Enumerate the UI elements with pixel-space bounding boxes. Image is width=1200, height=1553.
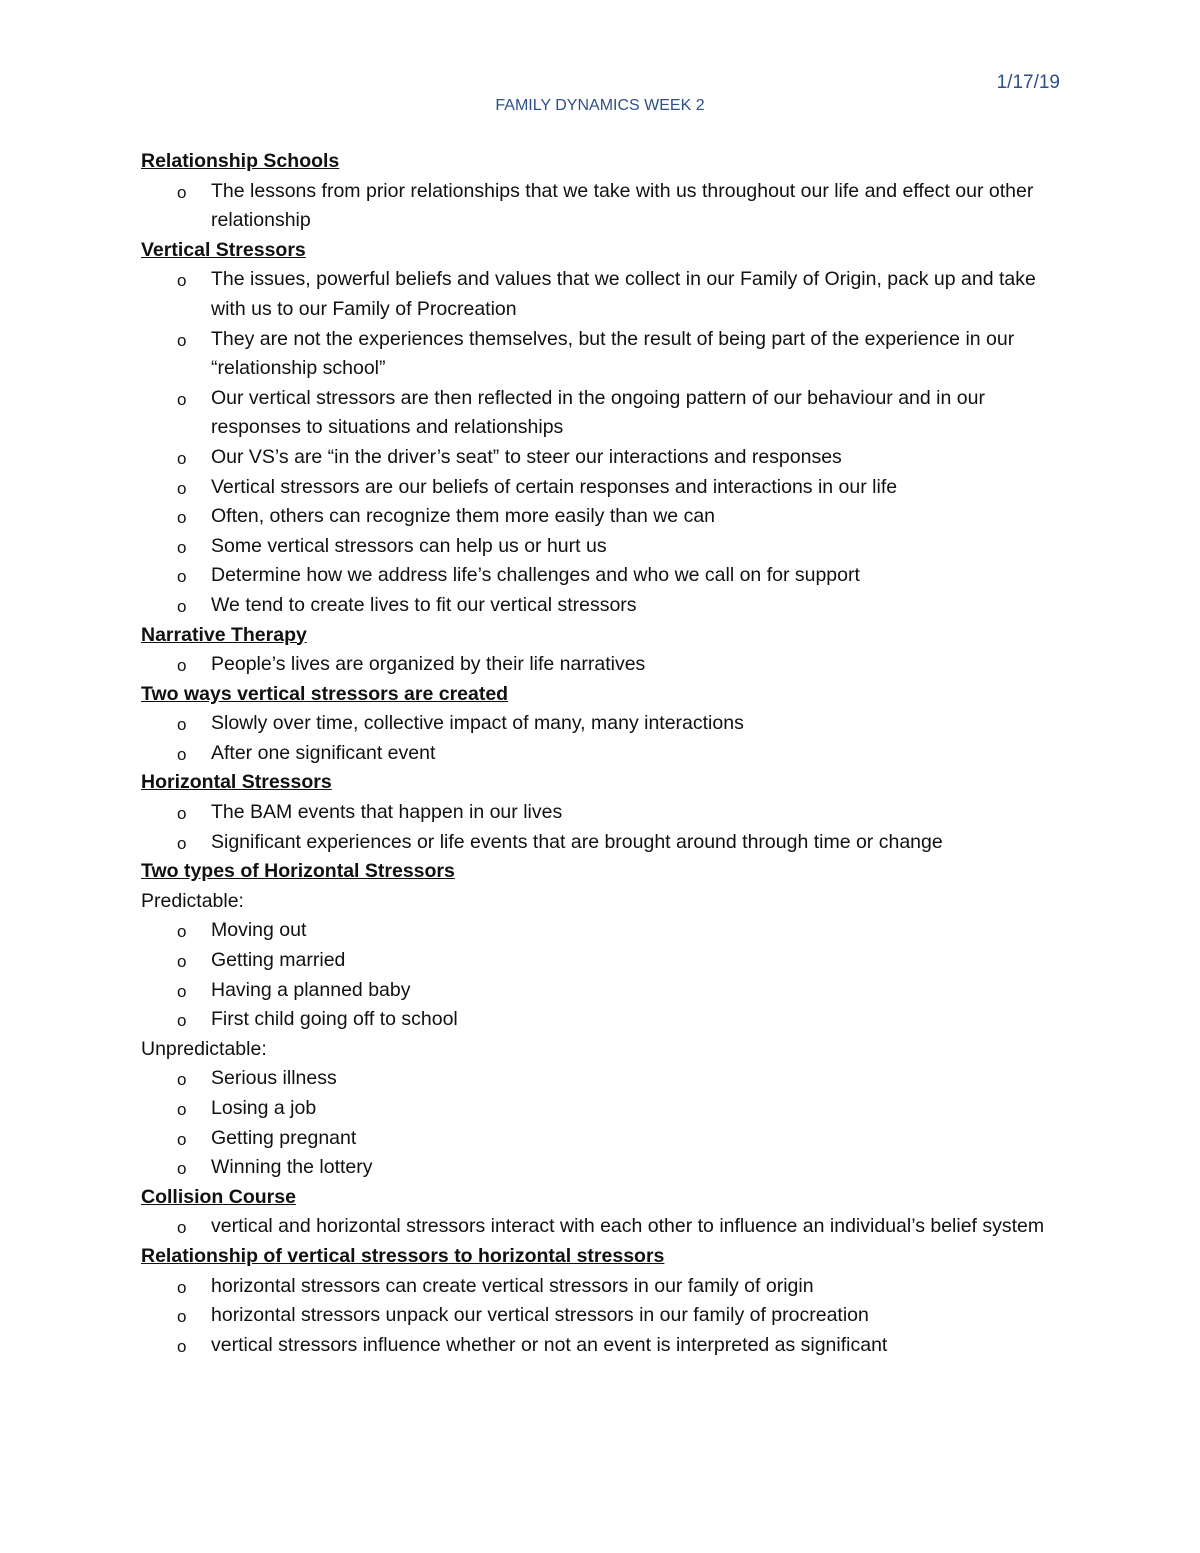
list-two-ways [141, 709, 1061, 768]
heading-narrative-therapy: Narrative Therapy [141, 623, 307, 646]
bullet-icon: o [177, 833, 187, 853]
list-item: o The BAM events that happen in our lives [141, 798, 1061, 828]
bullet-icon: o [177, 656, 187, 676]
list-item: o Vertical stressors are our beliefs of certain responses and interactions in our life [141, 473, 1061, 503]
list-item: o We tend to create lives to fit our vertical stressors [141, 591, 1061, 621]
unpredictable-label: Unpredictable: [141, 1037, 267, 1060]
heading-vertical-stressors: Vertical Stressors [141, 238, 306, 261]
bullet-icon: o [177, 922, 187, 942]
list-relationship-schools [141, 177, 1061, 236]
bullet-icon: o [177, 1218, 187, 1238]
bullet-icon: o [177, 1070, 187, 1090]
list-item: o Significant experiences or life events that are brought around through time or change [141, 828, 1061, 858]
bullet-icon: o [177, 567, 187, 587]
list-item: o Some vertical stressors can help us or hurt us [141, 532, 1061, 562]
bullet-icon: o [177, 952, 187, 972]
list-item: o After one significant event [141, 739, 1061, 769]
heading-two-types: Two types of Horizontal Stressors [141, 860, 455, 883]
list-collision-course [141, 1212, 1061, 1242]
bullet-icon: o [177, 478, 187, 498]
list-item: o vertical stressors influence whether or not an event is interpreted as significant [141, 1331, 1061, 1361]
bullet-icon: o [177, 981, 187, 1001]
predictable-label: Predictable: [141, 889, 244, 912]
bullet-icon: o [177, 1336, 187, 1356]
list-relationship-vs-hs [141, 1272, 1061, 1361]
list-item: o People’s lives are organized by their life narratives [141, 650, 1061, 680]
bullet-icon: o [177, 1011, 187, 1031]
list-item: o Having a planned baby [141, 976, 1061, 1006]
list-item: o Our vertical stressors are then reflected in the ongoing pattern of our behaviour and in our responses to situations and relationships [141, 384, 1061, 443]
heading-relationship-schools: Relationship Schools [141, 150, 340, 172]
bullet-icon: o [177, 596, 187, 616]
heading-relationship-vs-hs: Relationship of vertical stressors to horizontal stressors [141, 1244, 665, 1267]
heading-horizontal-stressors: Horizontal Stressors [141, 771, 332, 794]
list-item: o horizontal stressors unpack our vertical stressors in our family of procreation [141, 1301, 1061, 1331]
list-item: o The issues, powerful beliefs and values that we collect in our Family of Origin, pack up and take with us to our Family of Procreation [141, 265, 1061, 324]
document-title: FAMILY DYNAMICS WEEK 2 [495, 97, 705, 114]
bullet-icon: o [177, 1159, 187, 1179]
list-predictable [141, 916, 1061, 1034]
bullet-icon: o [177, 744, 187, 764]
list-item: o Getting pregnant [141, 1124, 1061, 1154]
list-item: o First child going off to school [141, 1005, 1061, 1035]
heading-two-ways: Two ways vertical stressors are created [141, 682, 509, 705]
bullet-icon: o [177, 1307, 187, 1327]
bullet-icon: o [177, 448, 187, 468]
bullet-icon: o [177, 508, 187, 528]
list-item: o Slowly over time, collective impact of many, many interactions [141, 709, 1061, 739]
bullet-icon: o [177, 1129, 187, 1149]
list-item: o Serious illness [141, 1064, 1061, 1094]
bullet-icon: o [177, 804, 187, 824]
bullet-icon: o [177, 389, 187, 409]
list-item: o Getting married [141, 946, 1061, 976]
list-vertical-stressors [141, 265, 1061, 620]
list-unpredictable [141, 1064, 1061, 1182]
list-item: o Our VS’s are “in the driver’s seat” to steer our interactions and responses [141, 443, 1061, 473]
bullet-icon: o [177, 1277, 187, 1297]
list-item: o The lessons from prior relationships that we take with us throughout our life and effect our other relationship [141, 177, 1061, 236]
document-date: 1/17/19 [996, 72, 1060, 93]
bullet-icon: o [177, 1100, 187, 1119]
list-item: o Winning the lottery [141, 1153, 1061, 1183]
heading-collision-course: Collision Course [141, 1185, 296, 1208]
list-item: o Determine how we address life’s challenges and who we call on for support [141, 561, 1061, 591]
notes-body [141, 147, 1061, 1360]
list-item: o Losing a job [141, 1094, 1061, 1124]
list-narrative-therapy [141, 650, 1061, 680]
bullet-icon: o [177, 537, 187, 557]
list-horizontal-stressors [141, 798, 1061, 857]
list-item: o Often, others can recognize them more easily than we can [141, 502, 1061, 532]
bullet-icon: o [177, 330, 187, 350]
bullet-icon: o [177, 271, 187, 291]
list-item: o Moving out [141, 916, 1061, 946]
list-item: o vertical and horizontal stressors interact with each other to influence an individual’s belief system [141, 1212, 1061, 1242]
list-item: o They are not the experiences themselves, but the result of being part of the experience in our “relationship school” [141, 325, 1061, 384]
bullet-icon: o [177, 182, 187, 202]
list-item: o horizontal stressors can create vertical stressors in our family of origin [141, 1272, 1061, 1302]
bullet-icon: o [177, 715, 187, 735]
